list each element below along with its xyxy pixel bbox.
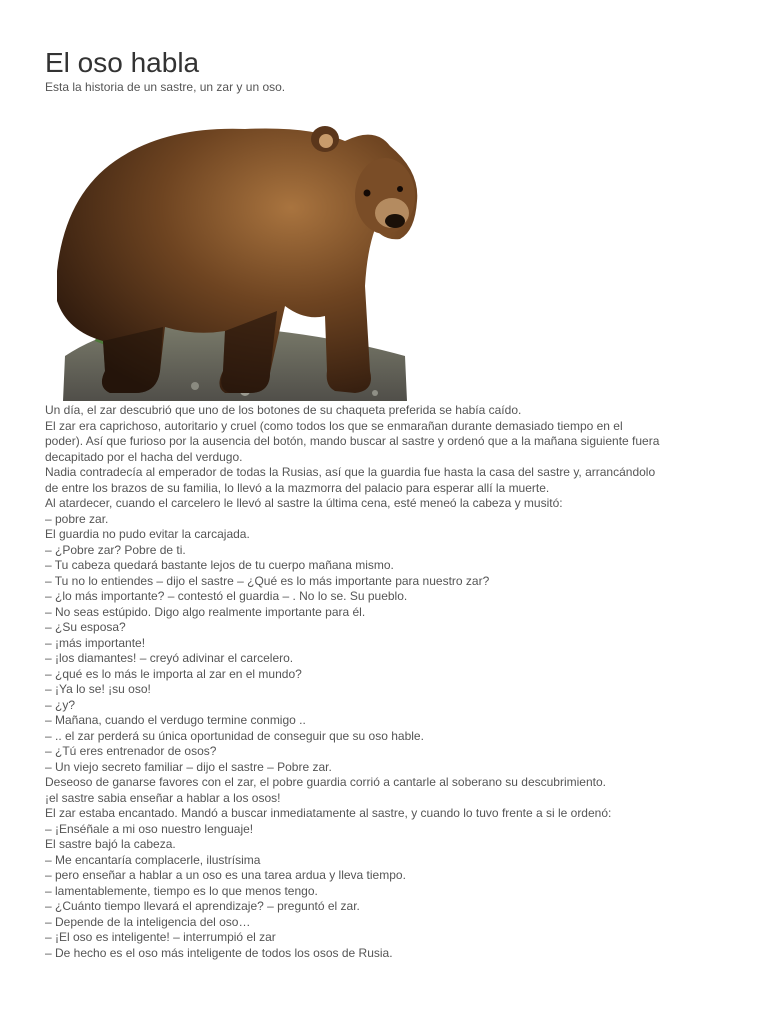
story-line: – De hecho es el oso más inteligente de todos los osos de Rusia.	[45, 945, 393, 960]
page-title: El oso habla	[45, 47, 200, 78]
story-line: – Un viejo secreto familiar – dijo el sastre – Pobre zar.	[45, 759, 332, 774]
story-line: – .. el zar perderá su única oportunidad de conseguir que su oso hable.	[45, 728, 424, 743]
story-line: – lamentablemente, tiempo es lo que menos tengo.	[45, 883, 318, 898]
story-line: Al atardecer, cuando el carcelero le llevó al sastre la última cena, esté meneó la cabeza y musitó:	[45, 496, 563, 510]
story-line: – ¿y?	[45, 697, 76, 712]
story-line: – ¿lo más importante? – contestó el guardia – . No lo se. Su pueblo.	[45, 589, 408, 603]
story-line: – Tu no lo entiendes – dijo el sastre – ¿Qué es lo más importante para nuestro zar?	[45, 573, 490, 588]
story-line: Nadia contradecía al emperador de todas la Rusias, así que la guardia fue hasta la casa del sastre y, arrancándolo	[45, 465, 656, 479]
story-line: – Depende de la inteligencia del oso…	[45, 914, 251, 929]
story-line: El zar era caprichoso, autoritario y cruel (como todos los que se enmarañan durante demasiado tiempo en el	[45, 418, 623, 433]
story-line: El zar estaba encantado. Mandó a buscar inmediatamente al sastre, y cuando lo tuvo frente a si le ordenó:	[45, 806, 612, 820]
story-line: poder). Así que furioso por la ausencia del botón, mando buscar al sastre y ordenó que a la mañana siguiente fuera	[45, 434, 660, 448]
story-line: – ¿Pobre zar? Pobre de ti.	[45, 542, 186, 557]
story-line: – pobre zar.	[45, 511, 109, 526]
story-line: – ¡los diamantes! – creyó adivinar el carcelero.	[45, 651, 294, 665]
story-line: Un día, el zar descubrió que uno de los botones de su chaqueta preferida se había caído.	[45, 403, 522, 417]
story-line: de entre los brazos de su familia, lo llevó a la mazmorra del palacio para esperar allí la muerte.	[45, 480, 550, 495]
story-line: – ¿Tú eres entrenador de osos?	[45, 744, 217, 758]
story-line: El guardia no pudo evitar la carcajada.	[45, 527, 250, 541]
story-line: – Mañana, cuando el verdugo termine conmigo ..	[45, 713, 306, 727]
page-subtitle: Esta la historia de un sastre, un zar y un oso.	[45, 80, 286, 94]
story-line: ¡el sastre sabia enseñar a hablar a los osos!	[45, 790, 281, 805]
story-line: – No seas estúpido. Digo algo realmente importante para él.	[45, 604, 366, 619]
story-line: – ¡más importante!	[45, 635, 146, 650]
story-line: El sastre bajó la cabeza.	[45, 837, 176, 851]
story-line: decapitado por el hacha del verdugo.	[45, 449, 243, 464]
story-line: – ¿Su esposa?	[45, 620, 126, 634]
story-line: – ¡El oso es inteligente! – interrumpió el zar	[45, 930, 276, 944]
story-line: – ¿Cuánto tiempo llevará el aprendizaje? – preguntó el zar.	[45, 899, 360, 913]
story-line: – ¿qué es lo más le importa al zar en el mundo?	[45, 666, 302, 681]
story-text	[45, 403, 745, 961]
story-line: – ¡Ya lo se! ¡su oso!	[45, 682, 151, 696]
story-line: – Me encantaría complacerle, ilustrísima	[45, 852, 261, 867]
story-line: – ¡Enséñale a mi oso nuestro lenguaje!	[45, 821, 254, 836]
story-line: Deseoso de ganarse favores con el zar, el pobre guardia corrió a cantarle al soberano su descubrimiento.	[45, 775, 606, 789]
brown-bear-photo-icon	[45, 101, 425, 401]
story-line: – Tu cabeza quedará bastante lejos de tu cuerpo mañana mismo.	[45, 558, 394, 572]
story-line: – pero enseñar a hablar a un oso es una tarea ardua y lleva tiempo.	[45, 868, 406, 882]
document-page	[45, 46, 745, 961]
